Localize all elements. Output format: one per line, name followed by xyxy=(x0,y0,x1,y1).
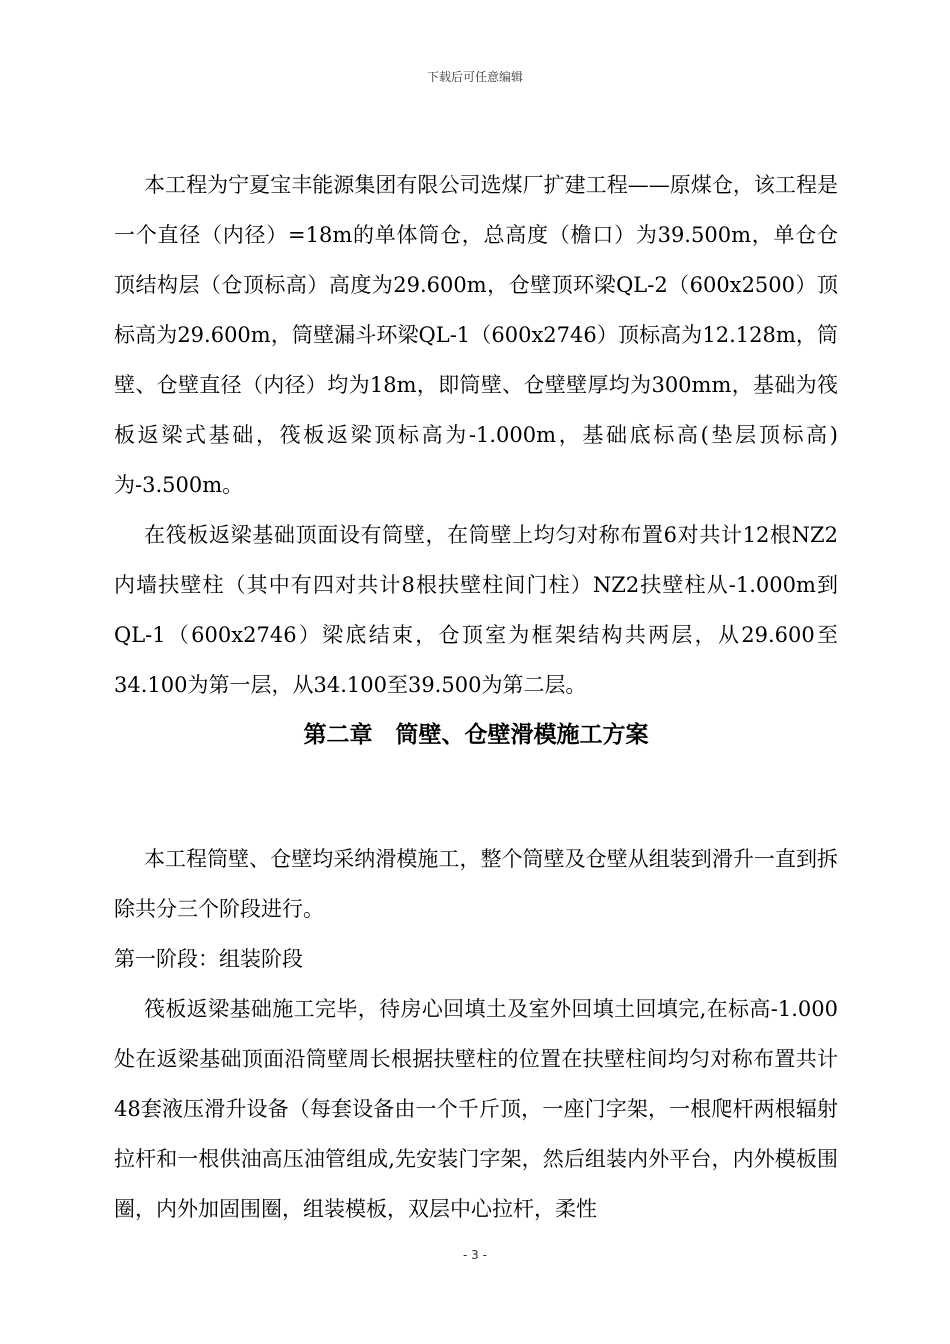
paragraph-assembly-stage: 筏板返梁基础施工完毕，待房心回填土及室外回填土回填完,在标高-1.000处在返梁基础顶面沿筒壁周长根据扶壁柱的位置在扶壁柱间均匀对称布置共计48套液压滑升设备（每套设备由一个千斤顶，一座门字架，一根爬杆两根辐射拉杆和一根供油高压油管组成,先安装门字架，然后组装内外平台，内外模板围圈，内外加固围圈，组装模板，双层中心拉杆，柔性 xyxy=(114,997,838,1221)
document-body xyxy=(114,160,838,1234)
page-number: - 3 - xyxy=(463,1248,487,1262)
stage-one-heading: 第一阶段：组装阶段 xyxy=(114,947,303,971)
paragraph-slipform-intro: 本工程筒壁、仓壁均采纳滑模施工，整个筒壁及仓壁从组装到滑升一直到拆除共分三个阶段进行。 xyxy=(114,847,838,921)
page-header: 下载后可任意编辑 xyxy=(426,70,523,84)
paragraph-project-overview: 本工程为宁夏宝丰能源集团有限公司选煤厂扩建工程——原煤仓，该工程是一个直径（内径）=18m的单体筒仓，总高度（檐口）为39.500m，单仓仓顶结构层（仓顶标高）高度为29.600m，仓壁顶环梁QL-2（600x2500）顶标高为29.600m，筒壁漏斗环梁QL-1（600x2746）顶标高为12.128m，筒壁、仓壁直径（内径）均为18m，即筒壁、仓壁壁厚均为300mm，基础为筏板返梁式基础，筏板返梁顶标高为-1.000m，基础底标高(垫层顶标高)为-3.500m。 xyxy=(114,173,838,497)
chapter-title xyxy=(114,710,838,834)
chapter-title-text: 第二章 筒壁、仓壁滑模施工方案 xyxy=(303,722,649,748)
paragraph-pilaster-layout: 在筏板返梁基础顶面设有筒壁，在筒壁上均匀对称布置6对共计12根NZ2内墙扶壁柱（其中有四对共计8根扶壁柱间门柱）NZ2扶壁柱从-1.000m到QL-1（600x2746）梁底结束，仓顶室为框架结构共两层，从29.600至34.100为第一层，从34.100至39.500为第二层。 xyxy=(114,523,838,697)
